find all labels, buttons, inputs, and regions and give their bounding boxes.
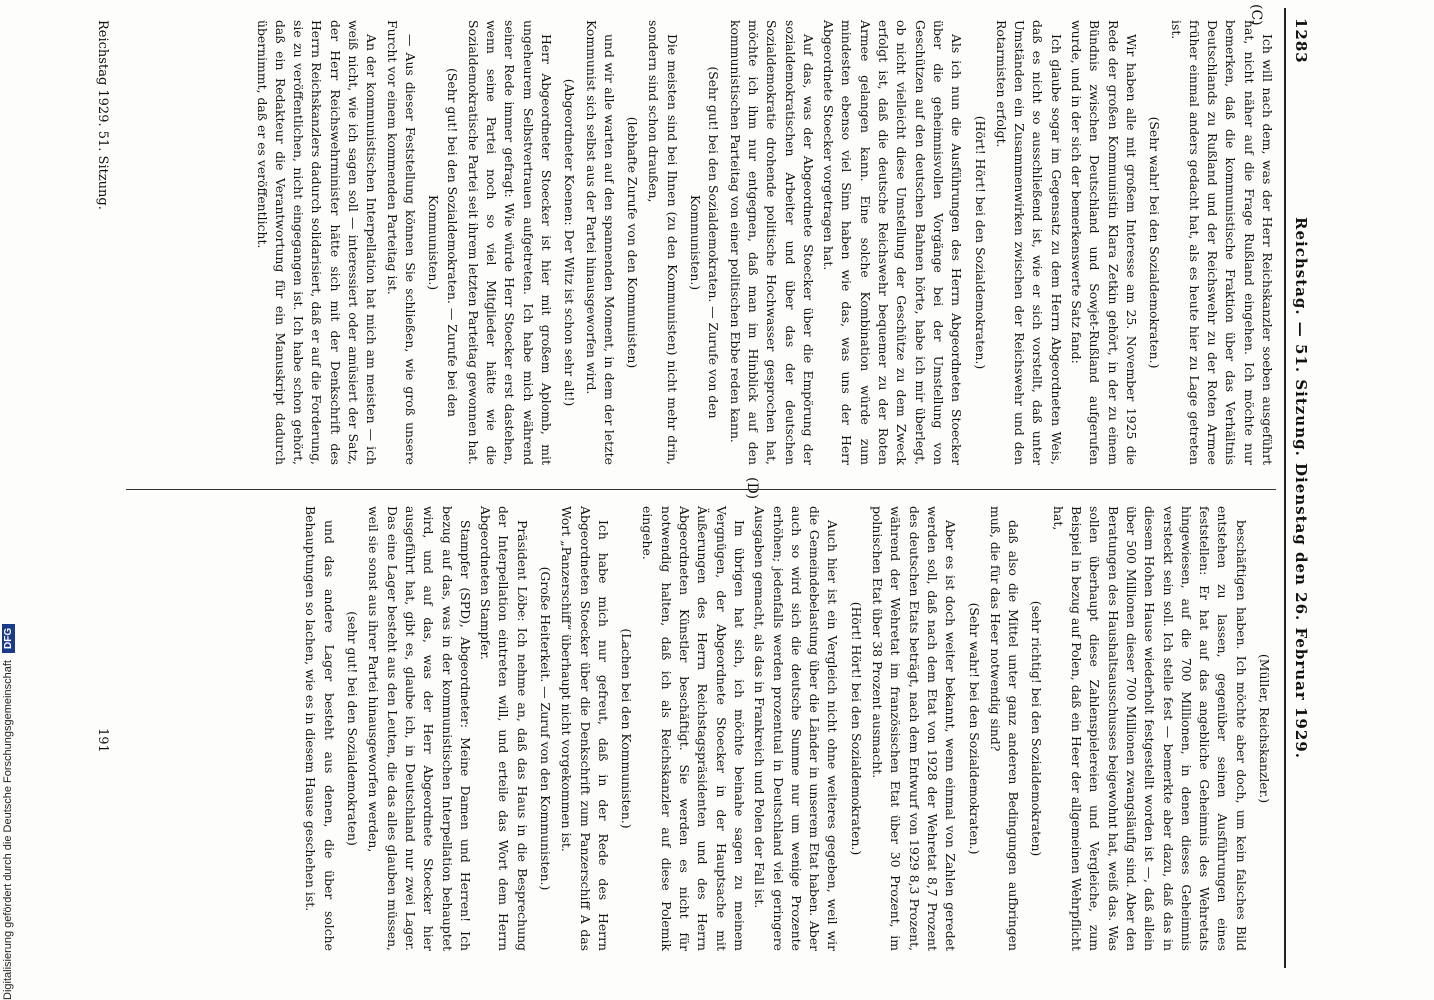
text-column-left xyxy=(250,20,1276,465)
paragraph: Im übrigen hat sich, ich möchte beinahe sagen zu meinem Vergnügen, der Abgeordnete Stoecker in der Hauptsache mit Äußerungen des Herrn Reichstagspräsidenten und des Herrn Abgeordneten Künstler beschäftigt. Sie werden es nicht für notwendig halten, daß ich als Reichskanzler auf diese Polemik eingehe. xyxy=(640,506,747,951)
interjection: (Große Heiterkeit. — Zuruf von den Kommunisten.) xyxy=(538,566,554,891)
footer-page-number: 191 xyxy=(95,728,110,753)
interjection: (Hört! Hört! bei den Sozialdemokraten.) xyxy=(972,115,988,370)
paragraph: und wir alle warten auf den spannenden Moment, in dem der letzte Kommunist sich selbst aus der Partei hinausgeworfen wird. xyxy=(583,20,617,465)
side-credit-text: Digitalisierung gefördert durch die Deutsche Forschungsgemeinschaft xyxy=(2,660,14,1000)
page-number: 1283 xyxy=(1292,18,1310,64)
interjection: (Sehr wahr! bei den Sozialdemokraten.) xyxy=(966,602,982,855)
paragraph: Stampfer (SPD), Abgeordneter: Meine Damen und Herren! Ich bezug auf das, was in der kommunistischen Interpellation behauptet wird, und auf das, was der Herr Abgeordnete Stoecker hier ausgeführt hat, gibt es, glaube ich, in Deutschland nur zwei Lager. Das eine Lager besteht aus den Leuten, die das alles glauben müssen, weil sie sonst aus ihrer Partei hinausgeworfen werden, xyxy=(366,506,473,951)
paragraph: An der kommunistischen Interpellation hat mich am meisten — ich weiß nicht, wie ich sagen soll — interessiert oder amüsiert der Satz, der Herr Reichswehrminister hätte sich mit der Denkschrift des Herrn Reichskanzlers dadurch solidarisiert, daß er auf die Forderung, sie zu veröffentlichen, nicht eingegangen ist. Ich habe schon gehört, daß ein Redakteur die Verantwortung für ein Manuskript dadurch übernimmt, daß er es veröffentlicht. xyxy=(254,20,380,465)
paragraph: daß also die Mittel unter ganz anderen Bedingungen aufbringen muß, die für das Heer notwendig sind? xyxy=(987,506,1022,951)
side-credit xyxy=(2,0,15,1000)
rotated-document-page xyxy=(60,4,1320,968)
interjection: (lebhafte Zurufe von den Kommunisten) xyxy=(625,116,641,369)
paragraph: Auf das, was der Abgeordnete Stoecker über die Empörung der sozialdemokratischen Arbeiter und über das der deutschen Sozialdemokratie drohende politische Hochwasser gesprochen hat, möchte ich ihm nur entgegnen, daß man im Hinblick auf den kommunistischen Parteitag von einer politischen Ebbe reden kann. xyxy=(727,20,816,465)
margin-mark-c: (C) xyxy=(1248,4,1264,26)
interjection: (sehr richtig! bei den Sozialdemokraten) xyxy=(1029,600,1045,857)
paragraph: — Aus dieser Feststellung können Sie schließen, wie groß unsere Furcht vor einem kommenden Parteitag ist. xyxy=(384,20,418,465)
dfg-logo: DFG xyxy=(2,624,15,653)
interjection: (Lachen bei den Kommunisten.) xyxy=(619,628,635,829)
margin-mark-d: (D) xyxy=(744,477,760,500)
interjection: (Hört! Hört! bei den Sozialdemokraten.) xyxy=(848,601,864,856)
interjection: (Sehr wahr! bei den Sozialdemokraten.) xyxy=(1147,116,1163,369)
paragraph: Als ich nun die Ausführungen des Herrn Abgeordneten Stoecker über die geheimnisvollen Vorgänge bei der Umstellung von Geschützen auf den deutschen Bahnen hörte, habe ich mir überlegt, ob nicht vielleicht diese Umstellung der Geschütze zu dem Zweck erfolgt ist, daß die deutsche Reichswehr bequemer zu der Roten Armee gelangen kann. Eine solche Kombination würde zum mindesten ebenso viel Sinn haben wie das, was uns der Herr Abgeordnete Stoecker vorgetragen hat. xyxy=(821,20,965,465)
paragraph: Präsident Löbe: Ich nehme an, daß das Haus in die Besprechung der Interpellation eintreten will, und erteile das Wort dem Herrn Abgeordneten Stampfer. xyxy=(478,506,530,951)
paragraph: Aber es ist doch weiter bekannt, wenn einmal von Zahlen geredet werden soll, daß nach dem Etat von 1928 der Wehretat 8,7 Prozent des deutschen Etats beträgt, nach dem Entwurf von 1929 8,3 Prozent, während der Wehretat im französischen Etat über 30 Prozent, im polnischen Etat über 38 Prozent ausmacht. xyxy=(870,506,959,951)
footer-left: Reichstag 1929. 51. Sitzung. xyxy=(95,20,110,210)
paragraph: Ich glaube sogar im Gegensatz zu dem Herrn Abgeordneten Weis, daß es nicht so ausschließend ist, wie er sich vorstellt, daß unter Umständen ein Zusammenwirken zwischen der Reichswehr und den Rotarmisten erfolgt. xyxy=(993,20,1064,465)
paragraph: Ich will nach dem, was der Herr Reichskanzler soeben ausgeführt hat, nicht näher auf die Frage Rußland eingehen. Ich möchte nur bemerken, daß die kommunistische Fraktion über das Verhältnis Deutschlands zu Rußland und der Reichswehr zu der Roten Armee früher einmal anders gedacht hat, als es heute hier zu Lage getreten ist. xyxy=(1168,20,1275,465)
interjection: (Abgeordneter Koenen: Der Witz ist schon sehr alt!) xyxy=(562,78,578,407)
interjection: (Sehr gut! bei den Sozialdemokraten. — Zurufe bei den Kommunisten.) xyxy=(426,68,460,417)
page-title: Reichstag. — 51. Sitzung. Dienstag den 26. Februar 1929. xyxy=(1292,217,1310,759)
paragraph: Die meisten sind bei Ihnen (zu den Kommunisten) nicht mehr drin, sondern sind schon draußen, xyxy=(646,20,680,465)
paragraph: und das andere Lager besteht aus denen, die über solche Behauptungen so lachen, wie es in diesem Hause geschehen ist. xyxy=(303,506,337,951)
interjection: (Sehr gut! bei den Sozialdemokraten. — Zurufe von den Kommunisten.) xyxy=(688,66,722,419)
paragraph: Auch hier ist ein Vergleich nicht ohne weiteres gegeben, weil wir die Gemeindebelastung über die Länder in unserem Etat haben. Aber auch so wird sich die deutsche Summe nur um wenige Prozente erhöhen; jedenfalls werden prozentual in Deutschland viel geringere Ausgaben gemacht, als das in Frankreich und Polen der Fall ist. xyxy=(752,506,841,951)
interjection: (sehr gut! bei den Sozialdemokraten) xyxy=(345,611,361,846)
paragraph: Ich habe mich nur gefreut, daß in der Rede des Herrn Abgeordneten Stoecker über die Denkschrift zum Panzerschiff A das Wort „Panzerschiff“ überhaupt nicht vorgekommen ist. xyxy=(559,506,611,951)
paragraph: Wir haben alle mit großem Interesse am 25. November 1925 die Rede der großen Kommunistin Klara Zetkin gehört, in der zu einem Bündnis zwischen Deutschland und Sowjet-Rußland aufgerufen wurde, und in der sich der bemerkenswerte Satz fand: xyxy=(1069,20,1139,465)
paragraph: beschäftigen haben. Ich möchte aber doch, um kein falsches Bild entstehen zu lassen, gegenüber seinen Ausführungen eines feststellen: Er hat auf das angebliche Geheimnis des Wehretats hingewiesen, auf die 700 Millionen, in denen dieses Geheimnis versteckt sein soll. Ich stelle fest — bemerkte aber dazu, daß das in diesem Hohen Hause wiederholt festgestellt worden ist —, daß allein über 500 Millionen dieser 700 Millionen zwangsläufig sind. Aber den Beratungen des Haushaltsausschusses beigewohnt hat, weiß das. Was sollen überhaupt diese Zahlenspielereien und Vergleiche, zum Beispiel in bezug auf Polen, daß ein Heer der allgemeinen Wehrpflicht hat, xyxy=(1050,506,1249,951)
paragraph: Herr Abgeordneter Stoecker ist hier mit großem Aplomb, mit ungeheurem Selbstvertrauen aufgetreten. Ich habe mich während seiner Rede immer gefragt: Wie würde Herr Stoecker erst dastehen, wenn seine Partei noch so viel Mitglieder hätte wie die Sozialdemokratische Partei seit ihrem letzten Parteitag gewonnen hat. xyxy=(465,20,555,465)
column-divider xyxy=(126,489,1276,490)
interjection: (Müller, Reichskanzler.) xyxy=(1257,653,1272,804)
header-rule xyxy=(1284,8,1286,968)
text-column-right xyxy=(299,506,1276,951)
